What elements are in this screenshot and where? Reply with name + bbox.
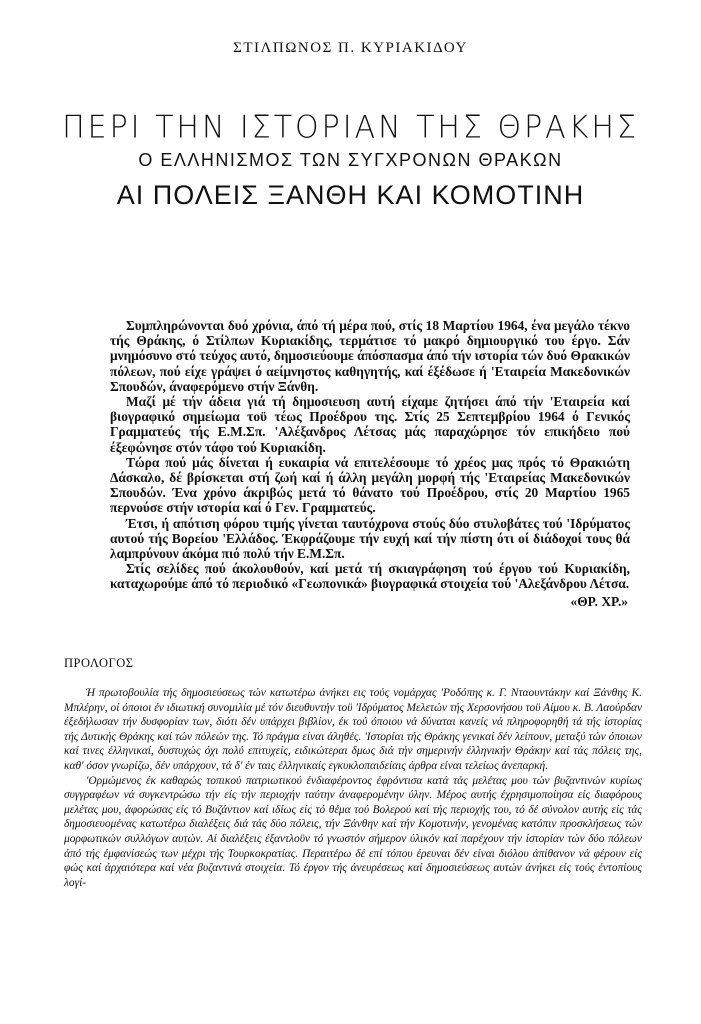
intro-paragraph: Έτσι, ή απότιση φόρου τιμής γίνεται ταυτόχρονα στούς δύο στυλοβάτες τού 'Ιδρύματος αυτού τής Βορείου 'Ελλάδος. Έκφράζουμε τήν ευχή καί τήν πίστη ότι οί διάδοχοί τους θά λαμπρύνουν άκόμα πιό πολύ τήν Ε.Μ.Σπ. <box>110 515 630 562</box>
prologue-paragraph: 'Ορμώμενος έκ καθαρώς τοπικού πατριωτικού ένδιαφέροντος έφρόντισα κατά τάς μελέτας μου τών βυζαντινών κυρίως συγγραφέων νά συγκεντρώσω τήν είς τήν περιοχήν ταύτην άναφερομένην ύλην. Μέρος αυτής έχρησιμοποίησα είς διαφόρους μελέτας μου, άφορώσας είς τό Βυζάντιον καί ιδίως είς τό θέμα τού Βολερού καί τής περιοχής του, τό δέ σύνολον αυτής είς τάς δημοσιευομένας κατωτέρω διαλέξεις διά τάς δύο πόλεις, τήν Ξάνθην καί τήν Κομοτινήν, γενομένας κατόπιν προσκλήσεως τών μορφωτικών συλλόγων αυτών. Αί διαλέξεις έξαντλοϋν τό γνωστόν σήμερον ύλικόν καί παρέχουν τήν ίστορίαν τών δύο πόλεων άπό τής έμφανίσεώς των μέχρι τής Τουρκοκρατίας. Περαιτέρω δέ επί τόπου έρευναι δέν είναι διόλου άπίθανον νά φέρουν είς φώς καί άρχαιότερα καί νέα βυζαντινά στοιχεία. Τό έργον τής άνευρέσεως καί δημοσιεύσεως αυτών άνήκει είς τούς έντοπίους λογί- <box>64 774 642 889</box>
prologue-paragraph: Ή πρωτοβουλία τής δημοσιεύσεως τών κατωτέρω άνήκει εις τούς νομάρχας 'Ροδόπης κ. Γ. Νταουντάκην καί Ξάνθης Κ. Μπλέρην, οί όποιοι έν ιδιωτική συνομιλία μέ τόν διευθυντήν τοϋ 'Ιδρύματος Μελετών τής Χερσονήσου τοϋ Αίμου κ. Β. Λαούρδαν έξεδήλωσαν τήν δυσφορίαν των, διότι δέν υπάρχει βιβλίον, έκ τού όποιου νά δύναται κανείς νά πληροφορηθή τά τής ίστορίας τής Δυτικής Θράκης καί τών πόλεών της. Τό πράγμα είναι άληθές. 'Ιστορίαι τής Θράκης γενικαί δέν λείπουν, μεταξύ τών όποιων καί τινες έλληνικαί, δυστυχώς όχι πολύ επιτυχείς, ειδικώτεραι δμως διά τήν σημερινήν έλληνικήν Θράκην καί τάς πόλεις της, καθ' όσον γνωρίζω, δέν υπάρχουν, τά δ' έν ταις έλληνικαίς εγκυκλοπαιδείαις άρθρα είναι τελείως άνεπαρκή. <box>64 687 642 772</box>
prologue-heading: ΠΡΟΛΟΓΟΣ <box>64 656 134 670</box>
decorative-title: ΠΕΡΙ ΤΗΝ ΙΣΤΟΡΙΑΝ ΤΗΣ ΘΡΑΚΗΣ <box>62 109 639 146</box>
running-head: ΣΤΙΛΠΩΝΟΣ Π. ΚΥΡΙΑΚΙΔΟΥ <box>233 40 468 56</box>
main-title: ΑΙ ΠΟΛΕΙΣ ΞΑΝΘΗ ΚΑΙ ΚΟΜΟΤΙΝΗ <box>116 180 585 210</box>
signature: «ΘΡ. ΧΡ.» <box>570 593 628 609</box>
intro-note <box>110 318 630 609</box>
subtitle: Ο ΕΛΛΗΝΙΣΜΟΣ ΤΩΝ ΣΥΓΧΡΟΝΩΝ ΘΡΑΚΩΝ <box>138 150 563 170</box>
intro-paragraph: Μαζί μέ τήν άδεια γιά τή δημοσιευση αυτή είχαμε ζητήσει άπό τήν 'Εταιρεία καί βιογραφικό σημείωμα τοϋ τέως Προέδρου της. Στίς 25 Σεπτεμβρίου 1964 ό Γενικός Γραμματεύς τής Ε.Μ.Σπ. 'Αλέξανδρος Λέτσας μάς παραχώρησε τόν επικήδειο πού έξεφώνησε στόν τάφο τού Κυριακίδη. <box>110 394 630 455</box>
intro-paragraph: Στίς σελίδες πού άκολουθούν, καί μετά τή σκιαγράφηση τού έργου τού Κυριακίδη, καταχωρούμε άπό τό περιοδικό «Γεωπονικά» βιογραφικά στοιχεία τού 'Αλεξάνδρου Λέτσα. <box>110 561 630 592</box>
prologue-body <box>64 686 642 890</box>
intro-paragraph: Συμπληρώνονται δυό χρόνια, άπό τή μέρα πού, στίς 18 Μαρτίου 1964, ένα μεγάλο τέκνο τής Θράκης, ό Στίλπων Κυριακίδης, τερμάτισε τό μακρό δημιουργικό του έργο. Σάν μνημόσυνο στό τεύχος αυτό, δημοσιεύουμε άπόσπασμα άπό τήν ιστορία τών δυό Θρακικών πόλεων, πού είχε γράψει ό αείμνηστος καθηγητής, καί έξέδωσε ή 'Εταιρεία Μακεδονικών Σπουδών, άναφερόμενο στήν Ξάνθη. <box>110 318 630 394</box>
intro-paragraph: Τώρα πού μάς δίνεται ή ευκαιρία νά επιτελέσουμε τό χρέος μας πρός τό Θρακιώτη Δάσκαλο, δέ βρίσκεται στή ζωή καί ή άλλη μεγάλη μορφή τής 'Εταιρείας Μακεδονικών Σπουδών. Ένα χρόνο άκριβώς μετά τό θάνατο τού Προέδρου, στίς 20 Μαρτίου 1965 περνούσε στήν ιστορία καί ό Γεν. Γραμματεύς. <box>110 454 630 516</box>
